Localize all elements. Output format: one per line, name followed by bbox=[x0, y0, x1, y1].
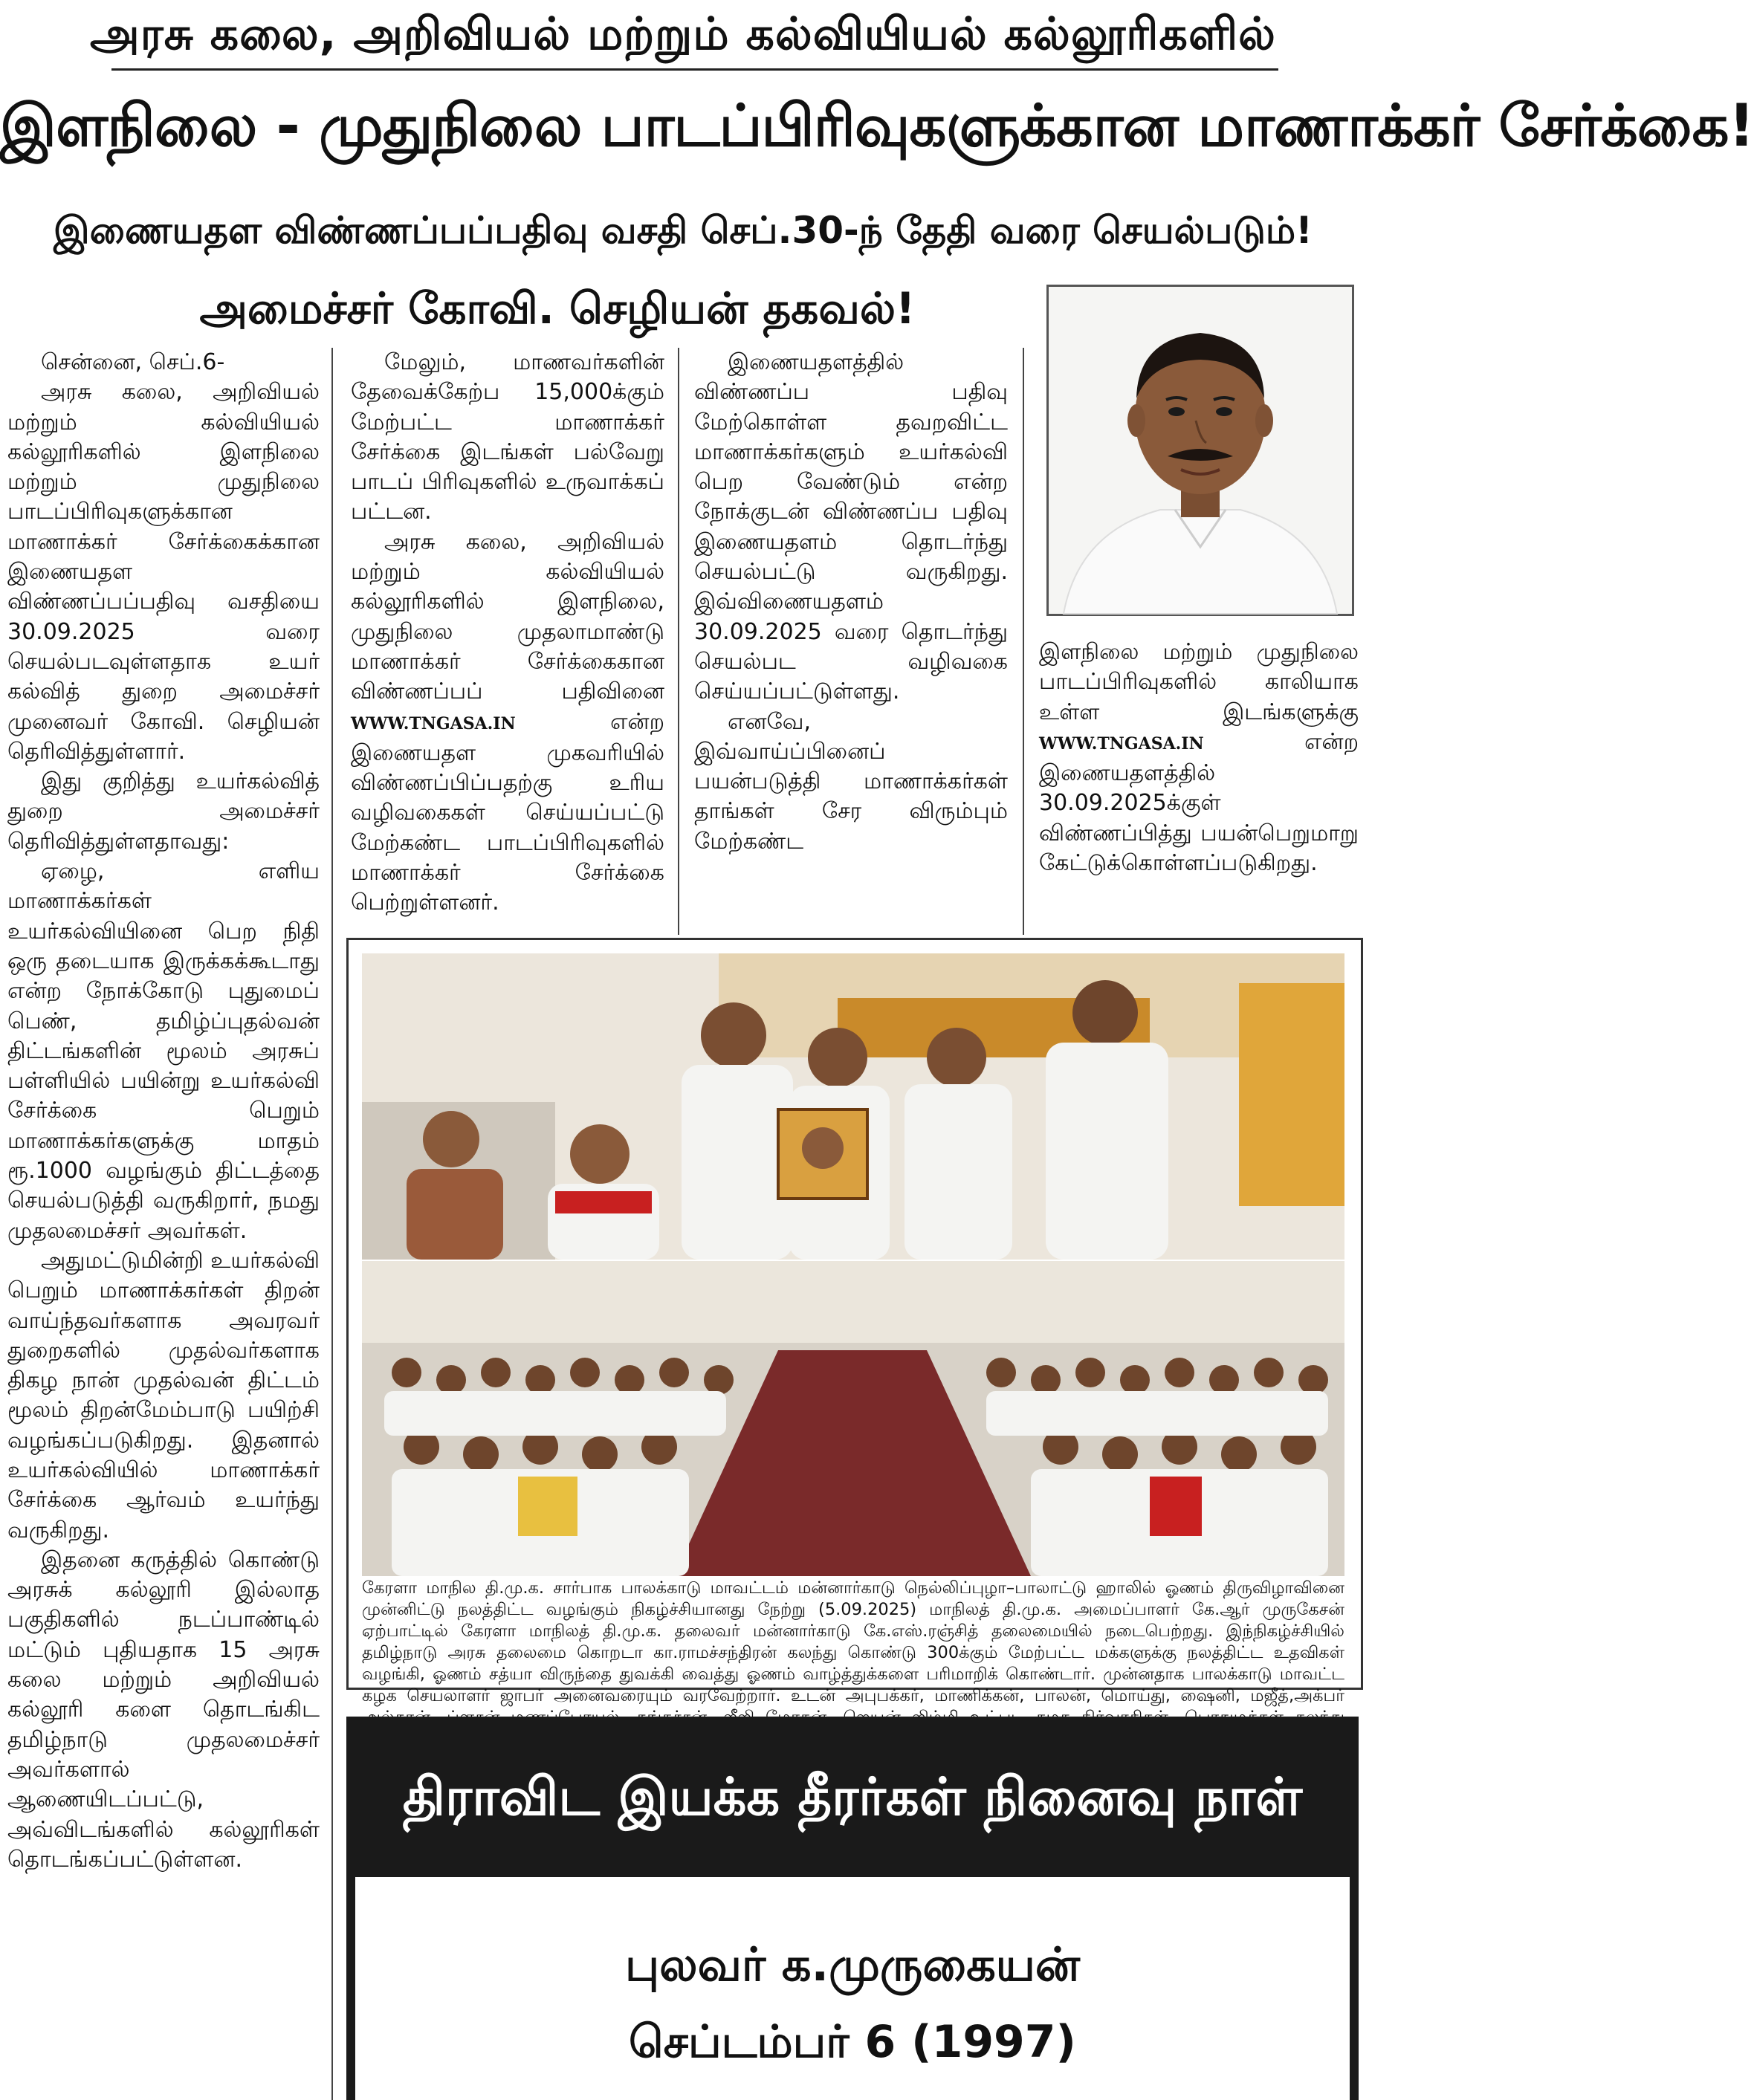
article-column-3 bbox=[694, 348, 1008, 935]
paragraph-text: இளநிலை மற்றும் முதுநிலை பாடப்பிரிவுகளில் காலியாக உள்ள இடங்களுக்கு bbox=[1039, 639, 1359, 725]
column-rule-1 bbox=[331, 348, 333, 2100]
article-column-2 bbox=[351, 348, 664, 935]
paragraph bbox=[1039, 638, 1359, 878]
tribute-name: புலவர் க.முருகையன் bbox=[624, 1937, 1081, 1992]
column-rule-2 bbox=[678, 348, 679, 935]
stage-photo-illustration bbox=[362, 953, 1344, 1260]
event-photo-card bbox=[346, 938, 1363, 1705]
paragraph bbox=[351, 528, 664, 918]
website-link[interactable]: WWW.TNGASA.IN bbox=[351, 713, 516, 733]
photo-caption: கேரளா மாநில தி.மு.க. சார்பாக பாலக்காடு மாவட்டம் மன்னார்காடு நெல்லிப்புழா–பாலாட்டு ஹாலில் ஓணம் திருவிழாவினை முன்னிட்டு நலத்திட்ட வழங்கும் நிகழ்ச்சியானது நேற்று (5.09.2025) மாநிலத் தி.மு.க. அமைப்பாளர் கே.ஆர் முருகேசன் ஏற்பாட்டில் கேரளா மாநிலத் தி.மு.க. தலைவர் மன்னார்காடு கே.எஸ்.ரஞ்சித் தலைமையில் நடைபெற்றது. இந்நிகழ்ச்சியில் தமிழ்நாடு அரசு தலைமை கொறடா கா.ராமச்சந்திரன் கலந்து கொண்டு 300க்கும் மேற்பட்ட மக்களுக்கு நலத்திட்ட உதவிகள் வழங்கி, ஓணம் சத்யா விருந்தை துவக்கி வைத்து ஓணம் வாழ்த்துக்களை பரிமாறிக் கொண்டார். முன்னதாக பாலக்காடு மாவட்ட கழக செயலாளர் ஜாபர் அனைவரையும் வரவேற்றார். உடன் அபுபக்கர், மாணிக்கன், பாலன், மொய்து, ஷைனி, மஜீத்,அக்பர் bbox=[362, 1578, 1344, 1705]
article-headline: இளநிலை - முதுநிலை பாடப்பிரிவுகளுக்கான மாணாக்கர் சேர்க்கை! bbox=[0, 93, 1754, 160]
paragraph-text: அரசு கலை, அறிவியல் மற்றும் கல்வியியல் கல்லூரிகளில் இளநிலை, முதுநிலை முதலாமாண்டு மாணாக்கர் சேர்க்கைகான விண்ணப்பப் பதிவினை bbox=[351, 528, 664, 705]
paragraph-text: என்ற இணையதள முகவரியில் விண்ணப்பிப்பதற்கு உரிய வழிவகைகள் செய்யப்பட்டு மேற்கண்ட பாடப்பிரிவுகளில் மாணாக்கர் சேர்க்கை பெற்றுள்ளனர். bbox=[351, 708, 664, 916]
paragraph: ஏழை, எளிய மாணாக்கர்கள் உயர்கல்வியினை பெற நிதி ஒரு தடையாக இருக்கக்கூடாது என்ற நோக்கோடு புதுமைப் பெண், தமிழ்ப்புதல்வன் திட்டங்களின் மூலம் அரசுப் பள்ளியில் பயின்று உயர்கல்வி சேர்க்கை பெறும் மாணாக்கர்களுக்கு மாதம் ரூ.1000 வழங்கும் திட்டத்தை செயல்படுத்தி வருகிறார், நமது முதலமைச்சர் அவர்கள். bbox=[7, 858, 320, 1244]
paragraph: அதுமட்டுமின்றி உயர்கல்வி பெறும் மாணாக்கர்கள் திறன் வாய்ந்தவர்களாக அவரவர் துறைகளில் முதல்வர்களாக திகழ நான் முதல்வன் திட்டம் மூலம் திறன்மேம்பாடு பயிற்சி வழங்கப்படுகிறது. இதனால் உயர்கல்வியில் மாணாக்கர் சேர்க்கை ஆர்வம் உயர்ந்து வருகிறது. bbox=[7, 1247, 320, 1543]
minister-portrait-photo bbox=[1046, 285, 1354, 616]
tribute-box bbox=[346, 1877, 1359, 2100]
paragraph: இணையதளத்தில் விண்ணப்ப பதிவு மேற்கொள்ள தவறவிட்ட மாணாக்கர்களும் உயர்கல்வி பெற வேண்டும் என்ற நோக்குடன் விண்ணப்ப பதிவு இணையதளம் தொடர்ந்து செயல்பட்டு வருகிறது. இவ்விணையதளம் 30.09.2025 வரை தொடர்ந்து செயல்பட வழிவகை செய்யப்பட்டுள்ளது. bbox=[694, 349, 1008, 705]
paragraph: அரசு கலை, அறிவியல் மற்றும் கல்வியியல் கல்லூரிகளில் இளநிலை மற்றும் முதுநிலை பாடப்பிரிவுகளுக்கான மாணாக்கர் சேர்க்கைக்கான இணையதள விண்ணப்பப்பதிவு வசதியை 30.09.2025 வரை செயல்படவுள்ளதாக உயர் கல்வித் துறை அமைச்சர் முனைவர் கோவி. செழியன் தெரிவித்துள்ளார். bbox=[7, 379, 320, 765]
column-rule-3 bbox=[1023, 348, 1024, 935]
portrait-illustration bbox=[1049, 287, 1352, 614]
tribute-panel bbox=[355, 1877, 1350, 2100]
event-photo-stage bbox=[362, 953, 1344, 1260]
article-kicker: அரசு கலை, அறிவியல் மற்றும் கல்வியியல் கல்லூரிகளில் bbox=[90, 8, 1276, 60]
tribute-banner: திராவிட இயக்க தீரர்கள் நினைவு நாள் bbox=[346, 1717, 1359, 1877]
article-column-1 bbox=[7, 348, 320, 2087]
paragraph: இது குறித்து உயர்கல்வித் துறை அமைச்சர் தெரிவித்துள்ளதாவது: bbox=[7, 768, 320, 855]
dateline: சென்னை, செப்.6- bbox=[41, 349, 225, 375]
paragraph-text: என்ற இணையதளத்தில் 30.09.2025க்குள் விண்ணப்பித்து பயன்பெறுமாறு கேட்டுக்கொள்ளப்படுகிறது. bbox=[1039, 728, 1359, 877]
paragraph: மேலும், மாணவர்களின் தேவைக்கேற்ப 15,000க்கும் மேற்பட்ட மாணாக்கர் சேர்க்கை இடங்கள் பல்வேறு பாடப் பிரிவுகளில் உருவாக்கப் பட்டன. bbox=[351, 349, 664, 525]
website-link[interactable]: WWW.TNGASA.IN bbox=[1039, 733, 1204, 754]
article-subhead: இணையதள விண்ணப்பப்பதிவு வசதி செப்.30-ந் தேதி வரை செயல்படும்! bbox=[54, 209, 1313, 252]
tribute-date: செப்டம்பர் 6 (1997) bbox=[629, 2016, 1076, 2068]
event-photo-audience bbox=[362, 1261, 1344, 1576]
article-column-4 bbox=[1039, 638, 1359, 935]
paragraph: இதனை கருத்தில் கொண்டு அரசுக் கல்லூரி இல்லாத பகுதிகளில் நடப்பாண்டில் மட்டும் புதியதாக 15 அரசு கலை மற்றும் அறிவியல் கல்லூரி களை தொடங்கிட தமிழ்நாடு முதலமைச்சர் அவர்களால் ஆணையிடப்பட்டு, அவ்விடங்களில் கல்லூரிகள் தொடங்கப்பட்டுள்ளன. bbox=[7, 1546, 320, 1873]
kicker-rule bbox=[111, 68, 1278, 71]
article-byline: அமைச்சர் கோவி. செழியன் தகவல்! bbox=[199, 283, 916, 334]
paragraph: எனவே, இவ்வாய்ப்பினைப் பயன்படுத்தி மாணாக்கர்கள் தாங்கள் சேர விரும்பும் மேற்கண்ட bbox=[694, 708, 1008, 855]
audience-photo-illustration bbox=[362, 1261, 1344, 1576]
